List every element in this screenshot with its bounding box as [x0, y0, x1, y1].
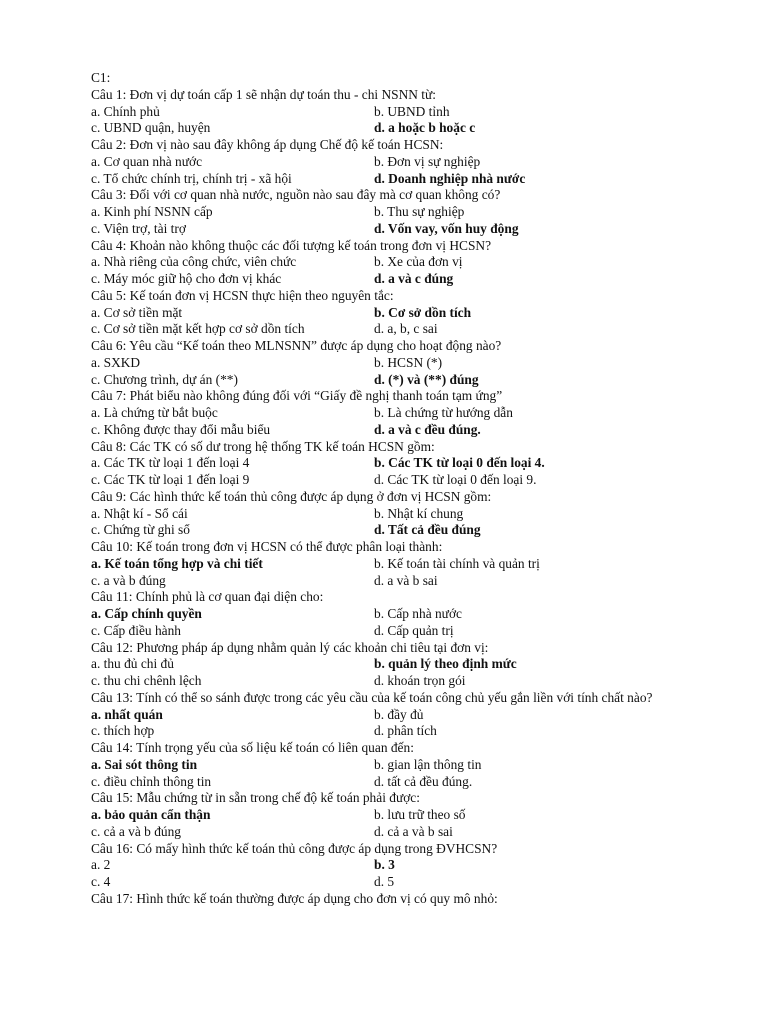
- question-block: [91, 288, 731, 338]
- question-block: [91, 589, 731, 639]
- answer-option: a. Nhật kí - Sổ cái: [91, 505, 188, 521]
- answer-option-correct: a. bảo quản cẩn thận: [91, 807, 211, 822]
- answer-option: b. đầy đủ: [374, 706, 424, 722]
- question-block: [91, 690, 731, 740]
- document-heading: C1:: [91, 70, 111, 85]
- answer-option: c. thu chi chênh lệch: [91, 673, 202, 688]
- option-row: [91, 271, 731, 288]
- question-block: [91, 489, 731, 539]
- answer-option: d. khoán trọn gói: [374, 673, 466, 688]
- answer-option: a. 2: [91, 857, 111, 873]
- option-row: [91, 522, 731, 539]
- question-block: [91, 740, 731, 790]
- question-block: [91, 539, 731, 589]
- question-text: Câu 12: Phương pháp áp dụng nhằm quản lý các khoản chi tiêu tại đơn vị:: [91, 639, 489, 655]
- answer-option: c. Máy móc giữ hộ cho đơn vị khác: [91, 271, 282, 286]
- option-row: [91, 204, 731, 221]
- question-block: [91, 640, 731, 690]
- answer-option: a. Là chứng từ bắt buộc: [91, 405, 218, 420]
- answer-option: d. Các TK từ loại 0 đến loại 9.: [374, 472, 537, 487]
- answer-option: b. lưu trữ theo số: [374, 807, 466, 822]
- answer-option: c. Viện trợ, tài trợ: [91, 220, 186, 236]
- answer-option-correct: b. Các TK từ loại 0 đến loại 4.: [374, 455, 545, 471]
- option-row: [91, 723, 731, 740]
- option-row: [91, 757, 731, 774]
- question-text: Câu 6: Yêu cầu “Kế toán theo MLNSNN” được áp dụng cho hoạt động nào?: [91, 338, 502, 353]
- question-block: [91, 338, 731, 388]
- answer-option: d. 5: [374, 874, 395, 889]
- answer-option: c. Không được thay đổi mẫu biểu: [91, 421, 271, 437]
- answer-option-correct: a. Kế toán tổng hợp và chi tiết: [91, 555, 263, 571]
- question-text: Câu 1: Đơn vị dự toán cấp 1 sẽ nhận dự toán thu - chi NSNN từ:: [91, 86, 436, 102]
- answer-option: c. UBND quận, huyện: [91, 120, 211, 136]
- answer-option-correct: b. quản lý theo định mức: [374, 656, 517, 672]
- option-row: [91, 372, 731, 389]
- answer-option: c. a và b đúng: [91, 572, 166, 588]
- answer-option: d. a và b sai: [374, 572, 438, 588]
- answer-option: b. Cấp nhà nước: [374, 606, 462, 621]
- answer-option-correct: b. Cơ sở dồn tích: [374, 304, 472, 320]
- answer-option: c. Chứng từ ghi sổ: [91, 522, 190, 538]
- answer-option-correct: b. 3: [374, 857, 395, 873]
- answer-option: d. cả a và b sai: [374, 823, 453, 839]
- answer-option: a. Kinh phí NSNN cấp: [91, 204, 213, 219]
- option-row: [91, 673, 731, 690]
- answer-option: a. Cơ quan nhà nước: [91, 153, 203, 169]
- question-block: [91, 790, 731, 840]
- answer-option: b. gian lận thông tin: [374, 756, 482, 772]
- question-text: Câu 7: Phát biểu nào không đúng đối với “Giấy đề nghị thanh toán tạm ứng”: [91, 388, 503, 404]
- answer-option: d. a, b, c sai: [374, 321, 438, 337]
- option-row: [91, 556, 731, 573]
- answer-option: a. Chính phủ: [91, 103, 160, 119]
- question-text: Câu 15: Mẫu chứng từ in sẵn trong chế độ kế toán phải được:: [91, 790, 420, 806]
- question-text: Câu 16: Có mấy hình thức kế toán thủ công được áp dụng trong ĐVHCSN?: [91, 840, 498, 856]
- option-row: [91, 305, 731, 322]
- question-block: [91, 238, 731, 288]
- answer-option: b. Đơn vị sự nghiệp: [374, 153, 481, 169]
- answer-option-correct: d. Vốn vay, vốn huy động: [374, 220, 519, 236]
- question-block: [91, 187, 731, 237]
- answer-option: d. phân tích: [374, 723, 437, 739]
- document-body: [91, 70, 731, 908]
- question-text: Câu 4: Khoản nào không thuộc các đối tượng kế toán trong đơn vị HCSN?: [91, 237, 492, 253]
- option-row: [91, 104, 731, 121]
- question-text: Câu 11: Chính phủ là cơ quan đại diện cho:: [91, 589, 324, 605]
- answer-option-correct: a. Sai sót thông tin: [91, 756, 198, 772]
- answer-option: a. Các TK từ loại 1 đến loại 4: [91, 455, 250, 471]
- option-row: [91, 254, 731, 271]
- option-row: [91, 321, 731, 338]
- answer-option: b. Thu sự nghiệp: [374, 204, 465, 219]
- option-row: [91, 455, 731, 472]
- answer-option: c. Chương trình, dự án (**): [91, 371, 238, 387]
- answer-option: c. Tổ chức chính trị, chính trị - xã hội: [91, 170, 292, 186]
- answer-option: d. tất cả đều đúng.: [374, 773, 473, 789]
- option-row: [91, 707, 731, 724]
- question-block: [91, 87, 731, 137]
- answer-option: a. Nhà riêng của công chức, viên chức: [91, 254, 297, 270]
- answer-option-correct: d. Doanh nghiệp nhà nước: [374, 170, 526, 186]
- option-row: [91, 606, 731, 623]
- answer-option-correct: d. Tất cả đều đúng: [374, 522, 481, 538]
- answer-option: b. HCSN (*): [374, 354, 443, 370]
- question-block: [91, 841, 731, 891]
- answer-option: b. Là chứng từ hướng dẫn: [374, 405, 513, 420]
- answer-option: b. Xe của đơn vị: [374, 254, 463, 270]
- answer-option-correct: d. a và c đều đúng.: [374, 421, 481, 437]
- option-row: [91, 874, 731, 891]
- question-list: [91, 87, 731, 908]
- question-block: [91, 891, 731, 908]
- question-block: [91, 137, 731, 187]
- answer-option: c. điều chỉnh thông tin: [91, 773, 212, 789]
- question-text: Câu 8: Các TK có số dư trong hệ thống TK kế toán HCSN gồm:: [91, 438, 435, 454]
- question-text: Câu 13: Tính có thể so sánh được trong các yêu cầu của kế toán công chủ yếu gắn liền với tính chất nào?: [91, 689, 653, 705]
- option-row: [91, 472, 731, 489]
- answer-option: c. Các TK từ loại 1 đến loại 9: [91, 472, 250, 487]
- option-row: [91, 824, 731, 841]
- option-row: [91, 422, 731, 439]
- answer-option: c. cả a và b đúng: [91, 823, 181, 839]
- question-text: Câu 3: Đối với cơ quan nhà nước, nguồn nào sau đây mà cơ quan không có?: [91, 187, 501, 203]
- answer-option-correct: a. Cấp chính quyền: [91, 606, 202, 621]
- answer-option: a. Cơ sở tiền mặt: [91, 304, 183, 320]
- answer-option: a. thu đủ chi đủ: [91, 656, 174, 672]
- answer-option: c. thích hợp: [91, 723, 155, 739]
- answer-option: c. Cấp điều hành: [91, 622, 181, 638]
- option-row: [91, 221, 731, 238]
- option-row: [91, 154, 731, 171]
- answer-option: c. 4: [91, 874, 111, 889]
- answer-option: b. UBND tỉnh: [374, 103, 450, 119]
- option-row: [91, 355, 731, 372]
- answer-option: c. Cơ sở tiền mặt kết hợp cơ sở dồn tích: [91, 321, 305, 337]
- option-row: [91, 857, 731, 874]
- answer-option-correct: d. a và c đúng: [374, 271, 454, 286]
- question-text: Câu 17: Hình thức kế toán thường được áp dụng cho đơn vị có quy mô nhỏ:: [91, 890, 498, 906]
- option-row: [91, 506, 731, 523]
- answer-option-correct: d. (*) và (**) đúng: [374, 371, 479, 387]
- option-row: [91, 120, 731, 137]
- question-text: Câu 2: Đơn vị nào sau đây không áp dụng Chế độ kế toán HCSN:: [91, 137, 444, 152]
- question-text: Câu 9: Các hình thức kế toán thủ công được áp dụng ở đơn vị HCSN gồm:: [91, 488, 492, 504]
- question-block: [91, 388, 731, 438]
- question-text: Câu 5: Kế toán đơn vị HCSN thực hiện theo nguyên tắc:: [91, 287, 394, 303]
- answer-option-correct: d. a hoặc b hoặc c: [374, 120, 476, 136]
- answer-option-correct: a. nhất quán: [91, 706, 163, 722]
- answer-option: b. Kế toán tài chính và quản trị: [374, 555, 540, 571]
- question-text: Câu 10: Kế toán trong đơn vị HCSN có thể được phân loại thành:: [91, 539, 443, 554]
- option-row: [91, 171, 731, 188]
- option-row: [91, 573, 731, 590]
- option-row: [91, 405, 731, 422]
- question-block: [91, 439, 731, 489]
- option-row: [91, 807, 731, 824]
- option-row: [91, 623, 731, 640]
- answer-option: b. Nhật kí chung: [374, 505, 464, 521]
- option-row: [91, 774, 731, 791]
- question-text: Câu 14: Tính trọng yếu của số liệu kế toán có liên quan đến:: [91, 740, 414, 755]
- answer-option: a. SXKD: [91, 354, 141, 370]
- option-row: [91, 656, 731, 673]
- answer-option: d. Cấp quản trị: [374, 622, 454, 638]
